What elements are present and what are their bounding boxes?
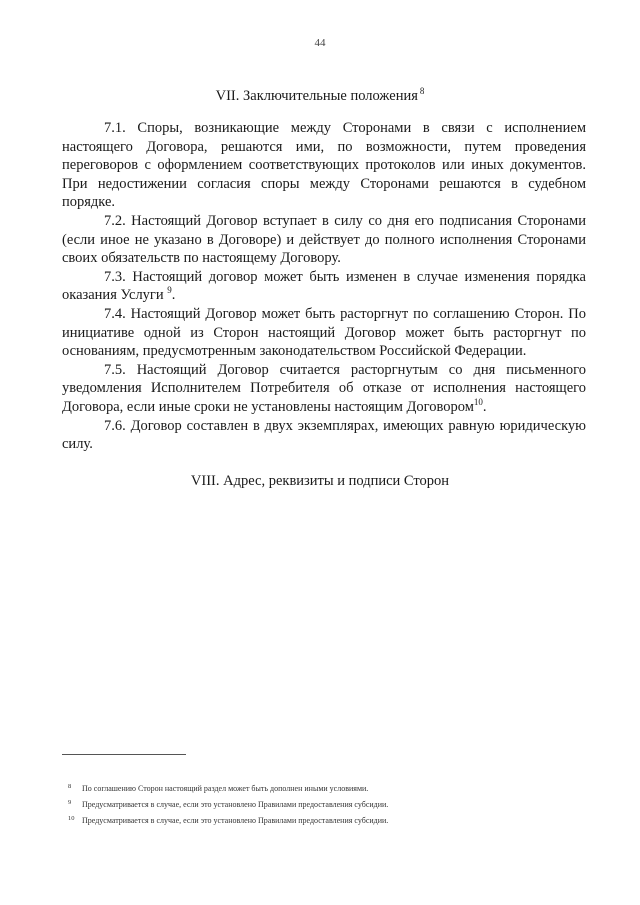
- footnote-separator: [62, 754, 186, 755]
- paragraph-7-3-footnote-ref: 9: [167, 285, 172, 296]
- paragraph-7-4-text: 7.4. Настоящий Договор может быть расторгнут по соглашению Сторон. По инициативе одной из Сторон настоящий Договор может быть расторгнут по основаниям, предусмотренным законодательством Российской Федерации.: [62, 305, 586, 360]
- paragraph-7-2-text: 7.2. Настоящий Договор вступает в силу со дня его подписания Сторонами (если иное не указано в Договоре) и действует до полного исполнения Сторонами своих обязательств по настоящему Договору.: [62, 212, 586, 267]
- footnote-8-mark: 8: [68, 783, 72, 790]
- paragraph-7-5-text: 7.5. Настоящий Договор считается расторгнутым со дня письменного уведомления Исполнителем Потребителя об отказе от исполнения настоящего Договора, если иные сроки не установлены настоящим Договором: [62, 361, 586, 415]
- paragraph-7-1: [62, 119, 586, 212]
- section-7-title-text: VII. Заключительные положения: [215, 88, 418, 104]
- paragraph-7-3: [62, 268, 586, 305]
- footnote-10-text: Предусматривается в случае, если это установлено Правилами предоставления субсидии.: [82, 816, 389, 825]
- footnote-9-mark: 9: [68, 799, 72, 806]
- paragraph-7-3-text: 7.3. Настоящий договор может быть изменен в случае изменения порядка оказания Услуги: [62, 268, 586, 304]
- paragraph-7-6: [62, 417, 586, 454]
- footnote-8: [68, 780, 588, 796]
- paragraph-7-5-end: .: [482, 398, 487, 415]
- page-number: 44: [314, 37, 326, 49]
- footnote-8-text: По соглашению Сторон настоящий раздел может быть дополнен иными условиями.: [82, 784, 369, 793]
- section-7-title-footnote-ref: 8: [419, 86, 425, 96]
- paragraph-7-4: [62, 305, 586, 361]
- paragraph-7-2: [62, 212, 586, 268]
- footnote-10-mark: 10: [68, 815, 75, 822]
- section-7-title: [0, 86, 640, 105]
- footnote-9: [68, 796, 588, 812]
- section-7-body: [62, 119, 586, 454]
- paragraph-7-3-end: .: [171, 287, 176, 304]
- footnotes: [68, 780, 588, 828]
- paragraph-7-6-text: 7.6. Договор составлен в двух экземплярах, имеющих равную юридическую силу.: [62, 417, 586, 453]
- footnote-10: [68, 812, 588, 828]
- footnote-9-text: Предусматривается в случае, если это установлено Правилами предоставления субсидии.: [82, 800, 389, 809]
- paragraph-7-5: [62, 361, 586, 417]
- paragraph-7-5-footnote-ref: 10: [473, 396, 483, 407]
- paragraph-7-1-text: 7.1. Споры, возникающие между Сторонами в связи с исполнением настоящего Договора, решаются ими, по возможности, путем проведения переговоров с оформлением соответствующих протоколов или иных документов. При недостижении согласия споры между Сторонами решаются в судебном порядке.: [62, 120, 586, 211]
- section-8-title: VIII. Адрес, реквизиты и подписи Сторон: [190, 473, 450, 489]
